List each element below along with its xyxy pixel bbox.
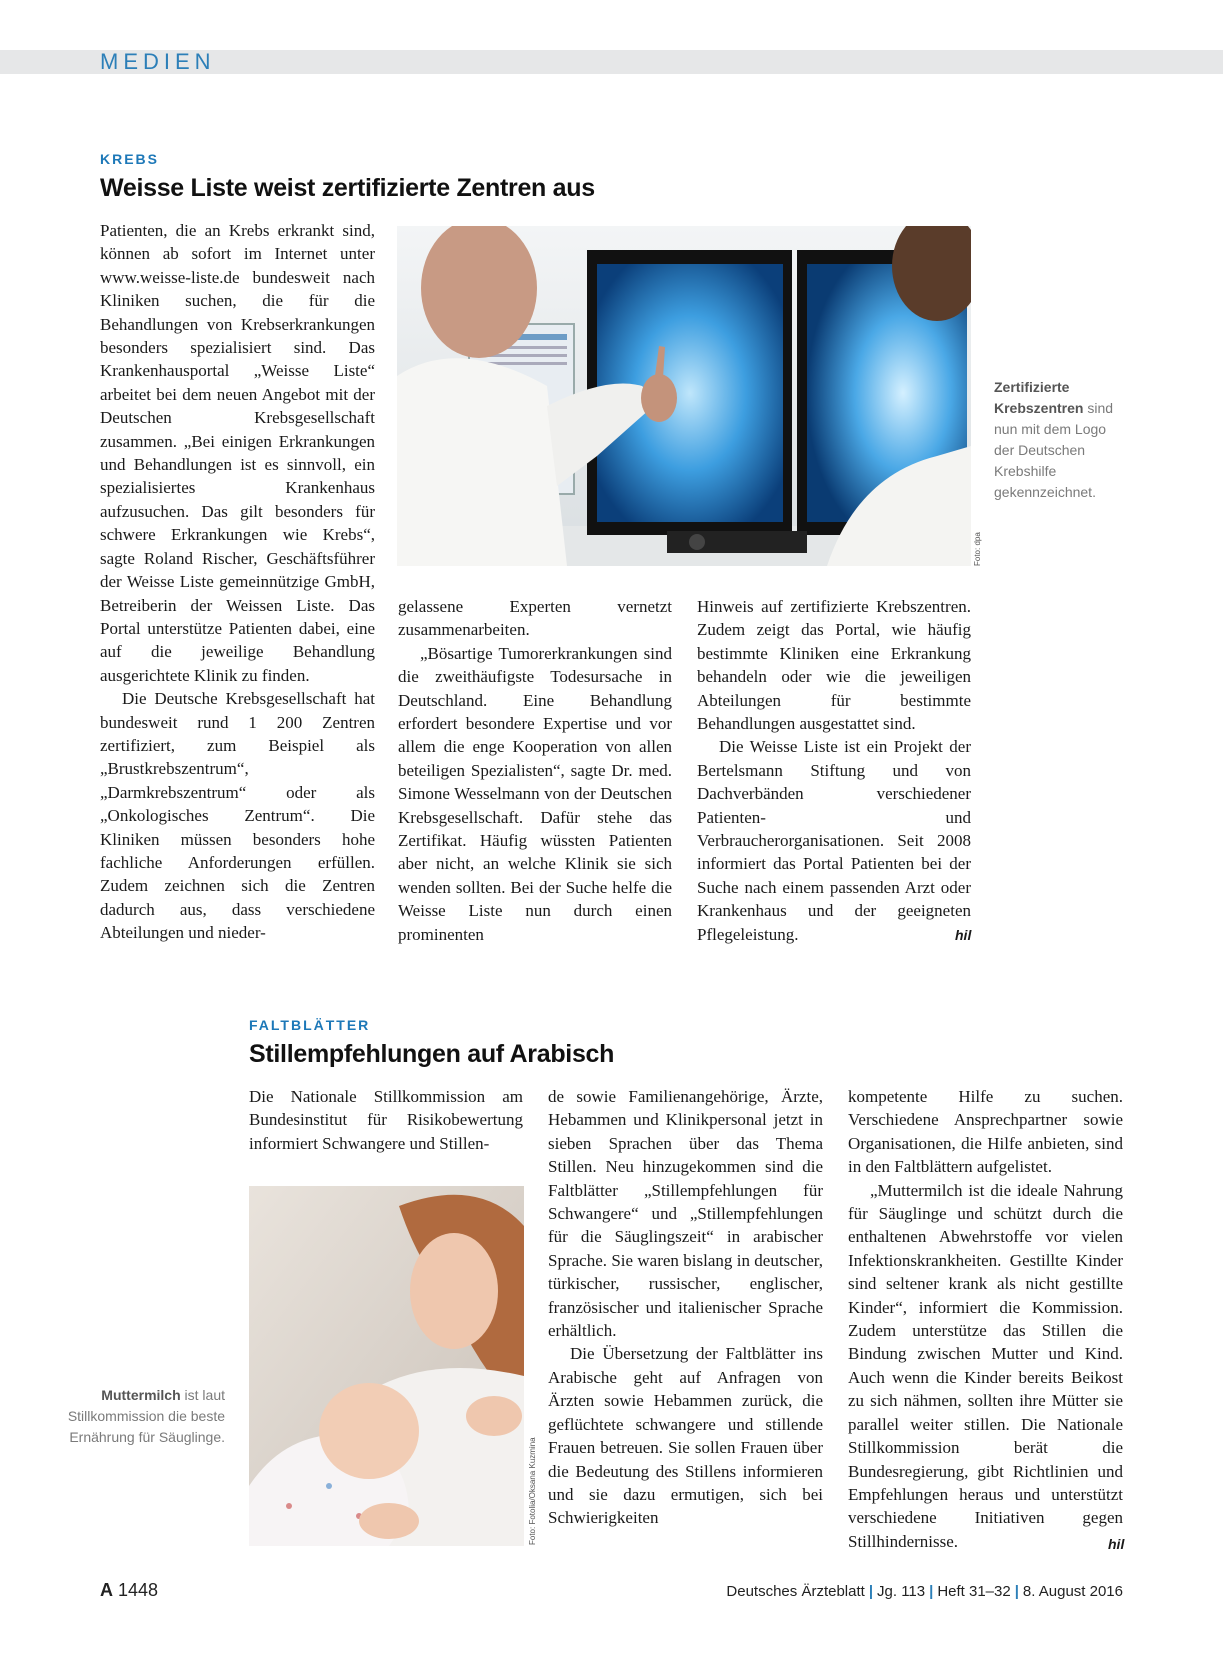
article2-caption-text: ist laut Stillkommission die beste Ernährung für Säuglinge. (67, 1387, 225, 1445)
article1-column-3 (697, 595, 971, 946)
article2-col3-paragraph-1: kompetente Hilfe zu suchen. Verschiedene Ansprechpartner sowie Organisationen, die Hilfe anbieten, sind in den Faltblättern aufgelistet. (848, 1087, 1123, 1177)
article2-photo-credit: Foto: Fotolia/Oksana Kuzmina (528, 1437, 537, 1545)
article1-photo-credit: Foto: dpa (973, 532, 982, 566)
article1-kicker: KREBS (100, 151, 160, 167)
footer-separator: | (868, 1583, 874, 1600)
article2-title: Stillempfehlungen auf Arabisch (249, 1040, 615, 1068)
article1-column-2 (398, 595, 672, 946)
journal-name: Deutsches Ärzteblatt (726, 1583, 865, 1600)
article2-col2-paragraph-1: de sowie Familienangehörige, Ärzte, Hebammen und Klinikpersonal jetzt in sieben Sprachen über das Thema Stillen. Neu hinzugekommen sind die Faltblätter „Stillempfehlungen für Schwangere“ und „Stillempfehlungen für die Säuglingszeit“ in arabischer Sprache. Sie waren bislang in deutscher, türkischer, russischer, englischer, französischer und italienischer Sprache erhältlich. (548, 1087, 823, 1341)
article1-caption-bold: Zertifizierte Krebszentren (994, 379, 1084, 416)
doctors-viewing-mammograms-image (397, 226, 971, 566)
article1-col1-paragraph-2: Die Deutsche Krebsgesellschaft hat bundesweit rund 1 200 Zentren zertifiziert, zum Beispiel als „Brustkrebszentrum“, „Darmkrebszentrum“ oder als „Onkologisches Zentrum“. Die Kliniken müssen besonders hohe fachliche Anforderungen erfüllen. Zudem zeichnen sich die Zentren dadurch aus, dass verschiedene Abteilungen und nieder- (100, 689, 375, 943)
article1-col2-paragraph-1: gelassene Experten vernetzt zusammenarbeiten. (398, 597, 672, 640)
journal-volume: Jg. 113 (877, 1583, 926, 1600)
footer-separator: | (929, 1583, 934, 1600)
article2-column-3 (848, 1085, 1123, 1553)
article2-caption (60, 1385, 225, 1448)
journal-date: 8. August 2016 (1022, 1583, 1123, 1600)
article1-signature: hil (955, 927, 972, 943)
article1-caption (994, 377, 1114, 503)
article2-kicker: FALTBLÄTTER (249, 1017, 371, 1033)
article1-title: Weisse Liste weist zertifizierte Zentren aus (100, 174, 595, 202)
article1-col1-paragraph-1: Patienten, die an Krebs erkrankt sind, können ab sofort im Internet unter www.weisse-liste.de bundesweit nach Kliniken suchen, die für die Behandlungen von Krebserkrankungen besonders spezialisiert sind. Das Krankenhausportal „Weisse Liste“ arbeitet bei dem neuen Angebot mit der Deutschen Krebsgesellschaft zusammen. „Bei einigen Erkrankungen und Behandlungen ist es sinnvoll, ein spezialisiertes Krankenhaus aufzusuchen. Das gilt besonders für schwere Erkrankungen wie Krebs“, sagte Roland Rischer, Geschäftsführer der Weisse Liste gemeinnützige GmbH, Betreiberin der Weissen Liste. Das Portal unterstütze Patienten dabei, eine auf die jeweilige Behandlung ausgerichtete Klinik zu finden. (100, 221, 375, 685)
page-number (100, 1580, 158, 1601)
article2-col2-paragraph-2: Die Übersetzung der Faltblätter ins Arabische geht auf Anfragen von Ärzten sowie Hebammen zurück, die geflüchtete schwangere und stillende Frauen betreuen. Sie sollen Frauen über die Bedeutung des Stillens informieren und sie dazu ermutigen, sich bei Schwierigkeiten (548, 1344, 823, 1528)
journal-issue: Heft 31–32 (937, 1583, 1011, 1600)
article1-col3-paragraph-2: Die Weisse Liste ist ein Projekt der Bertelsmann Stiftung und von Dachverbänden verschiedener Patienten- und Verbraucherorganisationen. Seit 2008 informiert das Portal Patienten bei der Suche nach einem passenden Arzt oder Krankenhaus und der geeigneten Pflegeleistung. (697, 737, 971, 944)
journal-footer (726, 1583, 1123, 1600)
article2-caption-bold: Muttermilch (101, 1387, 181, 1403)
page-prefix: A (100, 1580, 113, 1600)
footer-separator: | (1014, 1583, 1019, 1600)
article2-col3-paragraph-2: „Muttermilch ist die ideale Nahrung für Säuglinge und schützt durch die enthaltenen Abwehrstoffe vor vielen Infektionskrankheiten. Gestillte Kinder sind seltener krank als nicht gestillte Kinder“, informiert die Kommission. Zudem unterstütze das Stillen die Bindung zwischen Mutter und Kind. Auch wenn die Kinder bereits Beikost zu sich nähmen, sollten ihre Mütter sie parallel weiter stillen. Die Nationale Stillkommission berät die Bundesregierung, gibt Richtlinien und Empfehlungen heraus und unterstützt verschiedene Initiativen gegen Stillhindernisse. (848, 1180, 1123, 1551)
article2-column-2 (548, 1085, 823, 1530)
article2-column-1 (249, 1085, 523, 1155)
article1-column-1 (100, 219, 375, 945)
article1-col3-paragraph-1: Hinweis auf zertifizierte Krebszentren. Zudem zeigt das Portal, wie häufig bestimmte Kliniken eine Erkrankung behandeln oder wie die jeweiligen Abteilungen für bestimmte Behandlungen ausgestattet sind. (697, 597, 971, 734)
mother-breastfeeding-baby-image (249, 1186, 524, 1546)
breastfeeding-photo (249, 1186, 524, 1546)
mammography-photo (397, 226, 971, 566)
article2-signature: hil (1108, 1536, 1125, 1552)
article1-caption-text: sind nun mit dem Logo der Deutschen Krebshilfe gekennzeichnet. (994, 400, 1114, 500)
page-number-value: 1448 (118, 1580, 159, 1600)
article1-col2-paragraph-2: „Bösartige Tumorerkrankungen sind die zweithäufigste Todesursache in Deutschland. Eine Behandlung erfordert besondere Expertise und vor allem die enge Kooperation von allen beteiligen Spezialisten“, sagte Dr. med. Simone Wesselmann von der Deutschen Krebsgesellschaft. Dafür stehe das Zertifikat. Häufig wüssten Patienten aber nicht, an welche Klinik sie sich wenden sollten. Bei der Suche helfe die Weisse Liste nun durch einen prominenten (398, 643, 672, 944)
section-label: MEDIEN (100, 49, 216, 74)
article2-col1-paragraph-1: Die Nationale Stillkommission am Bundesinstitut für Risikobewertung informiert Schwangere und Stillen- (249, 1087, 523, 1153)
